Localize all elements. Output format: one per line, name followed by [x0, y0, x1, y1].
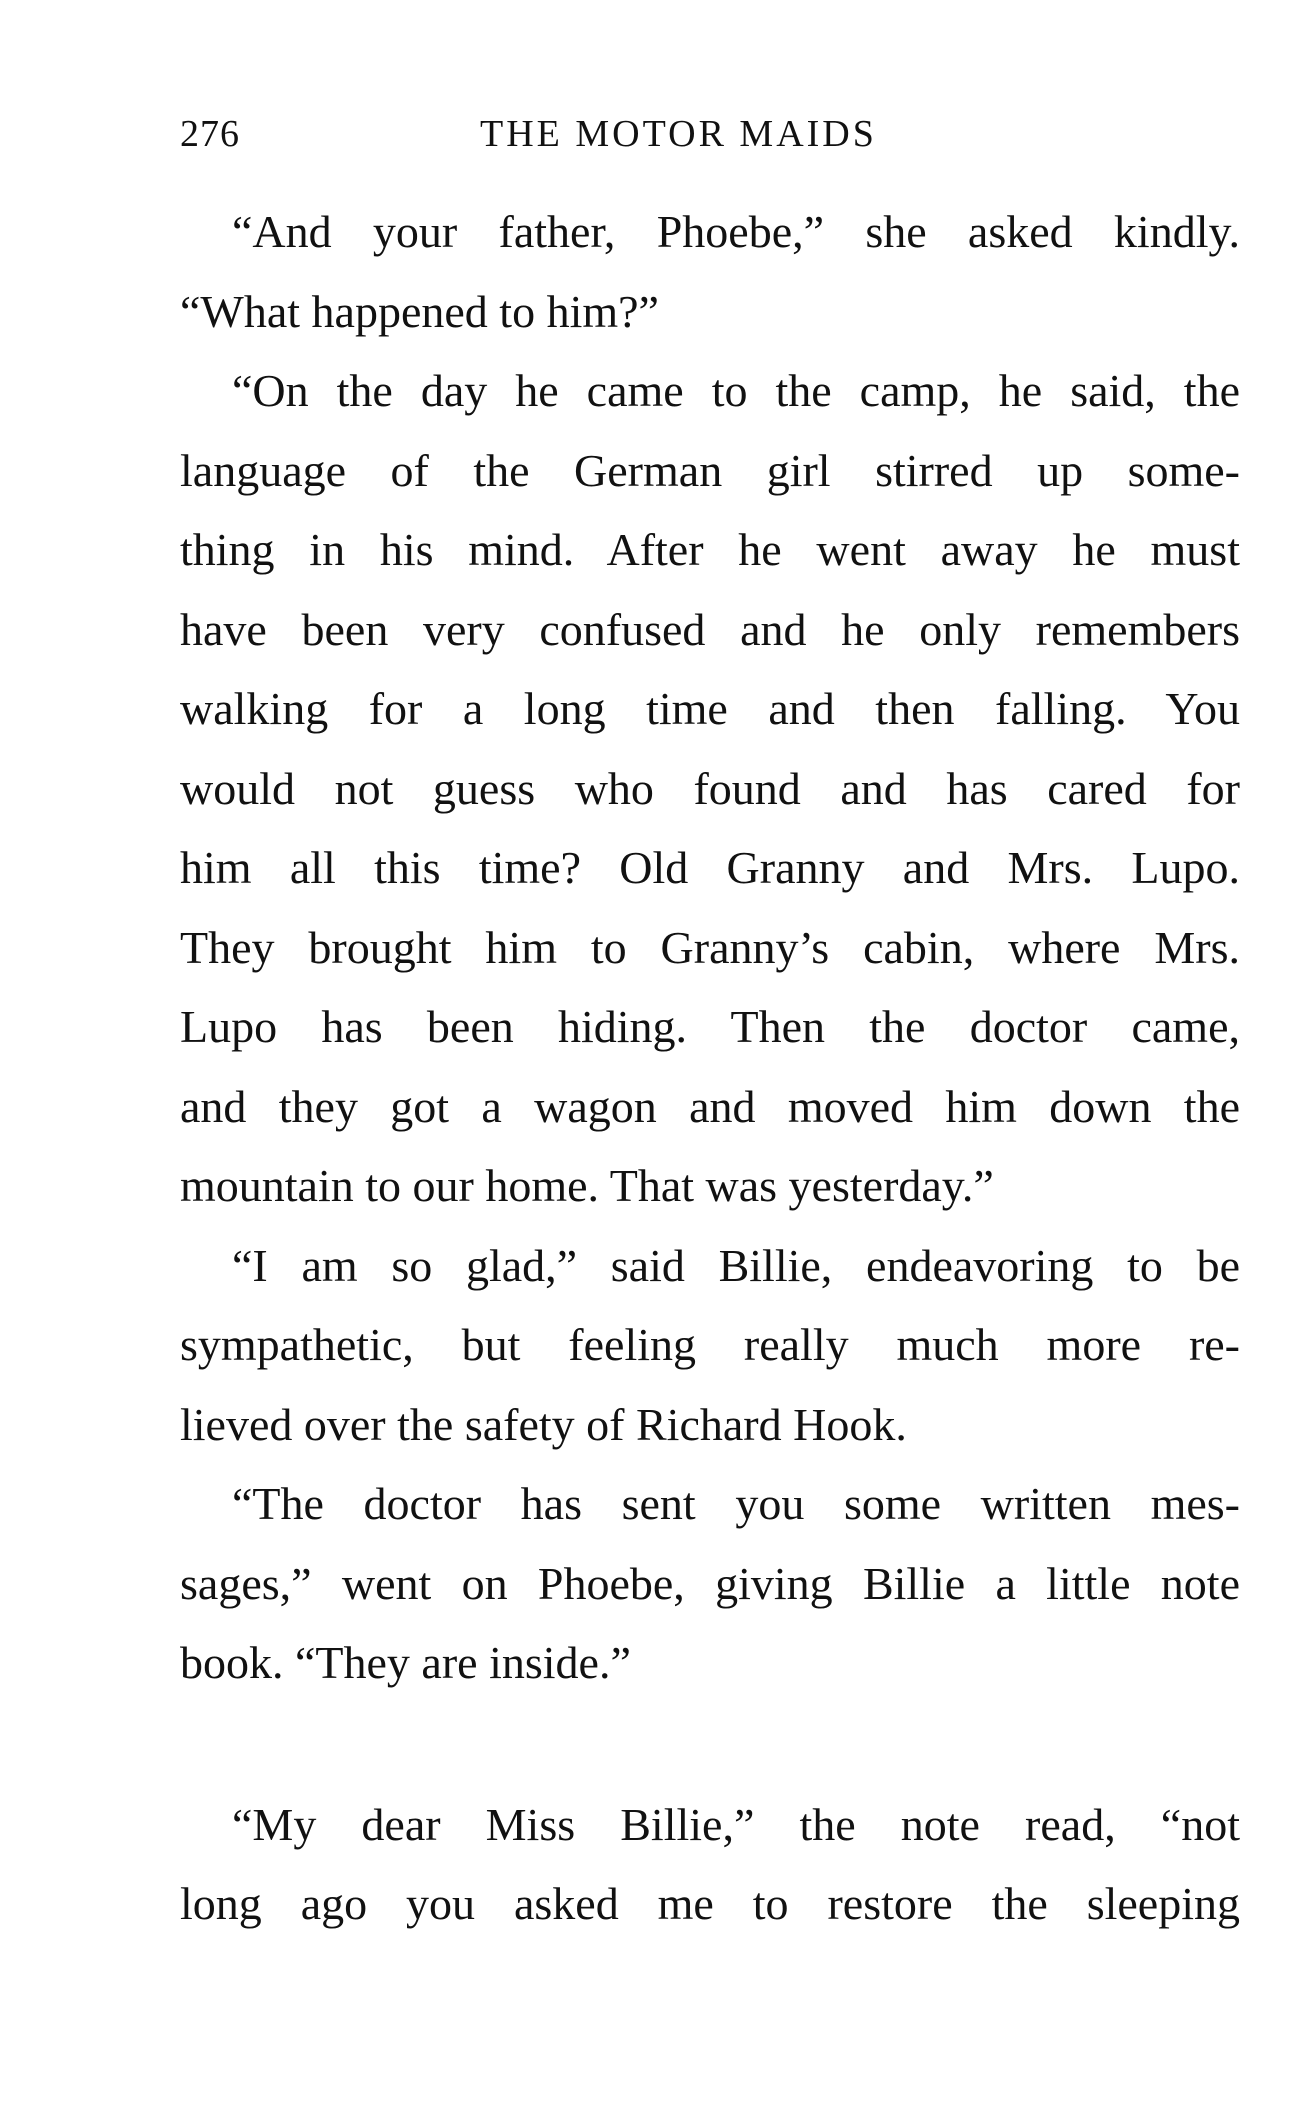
paragraph-1	[180, 192, 1240, 351]
text-line: thing in his mind. After he went away he must	[180, 524, 1240, 575]
section-break	[180, 1703, 1240, 1785]
paragraph-4	[180, 1464, 1240, 1703]
paragraph-3	[180, 1226, 1240, 1465]
paragraph-2	[180, 351, 1240, 1226]
text-line: mountain to our home. That was yesterday.”	[180, 1160, 994, 1211]
text-line: long ago you asked me to restore the sleeping	[180, 1878, 1240, 1929]
text-line: him all this time? Old Granny and Mrs. Lupo.	[180, 842, 1240, 893]
text-line: “The doctor has sent you some written mes-	[232, 1478, 1240, 1529]
text-line: sympathetic, but feeling really much more re-	[180, 1319, 1240, 1370]
text-line: “I am so glad,” said Billie, endeavoring to be	[232, 1239, 1240, 1291]
text-line: They brought him to Granny’s cabin, where Mrs.	[180, 921, 1240, 973]
text-line: lieved over the safety of Richard Hook.	[180, 1398, 907, 1450]
text-line: walking for a long time and then falling. You	[180, 683, 1240, 734]
text-line: have been very confused and he only remembers	[180, 603, 1240, 655]
text-line: Lupo has been hiding. Then the doctor came,	[180, 1001, 1240, 1052]
text-line: language of the German girl stirred up some-	[180, 444, 1240, 496]
text-line: and they got a wagon and moved him down the	[180, 1080, 1240, 1132]
text-line: “What happened to him?”	[180, 285, 659, 337]
text-line: would not guess who found and has cared for	[180, 762, 1240, 814]
paragraph-5	[180, 1785, 1240, 1944]
text-line: “On the day he came to the camp, he said, the	[232, 365, 1240, 416]
text-line: sages,” went on Phoebe, giving Billie a little note	[180, 1557, 1240, 1609]
text-line: “And your father, Phoebe,” she asked kindly.	[232, 206, 1240, 257]
body-text	[180, 192, 1240, 1944]
page-number: 276	[180, 113, 240, 155]
text-line: book. “They are inside.”	[180, 1637, 631, 1688]
text-line: “My dear Miss Billie,” the note read, “not	[232, 1798, 1240, 1850]
book-title: THE MOTOR MAIDS	[480, 113, 877, 155]
running-head	[180, 112, 1240, 168]
